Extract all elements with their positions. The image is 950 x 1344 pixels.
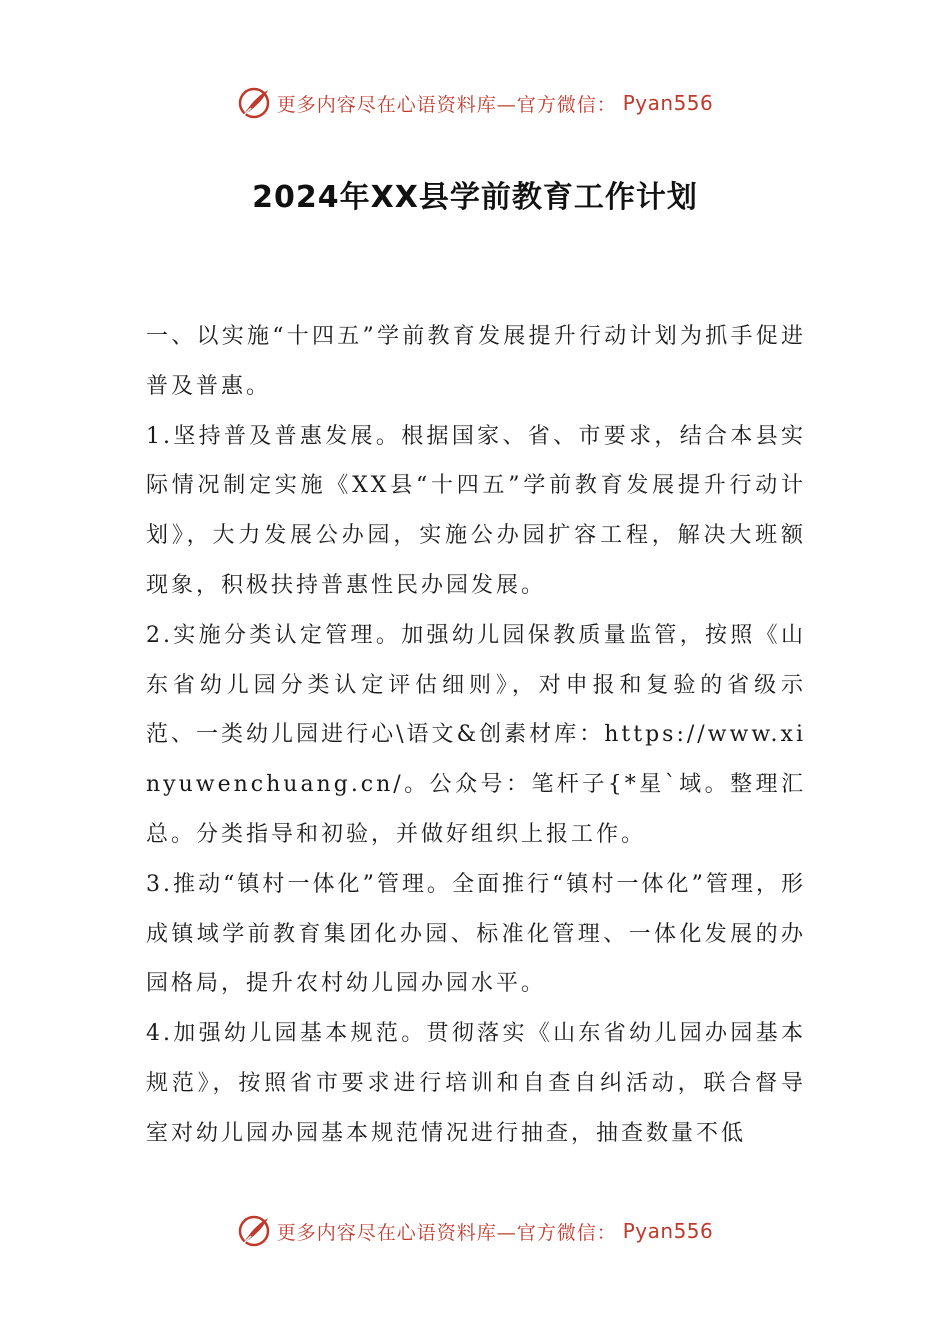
watermark-text: 更多内容尽在心语资料库—官方微信： [276,93,617,116]
watermark-account: Pyan556 [622,91,714,115]
paragraph-item-2: 2.实施分类认定管理。加强幼儿园保教质量监管，按照《山东省幼儿园分类认定评估细则》，对申报和复验的省级示范、一类幼儿园进行心\语文&创素材库：https://www.xinyuwenchuang.cn/。公众号：笔杆子{*星`域。整理汇总。分类指导和初验，并做好组织上报工作。 [146,622,806,847]
document-body [146,312,806,1159]
quill-pen-logo-icon [237,86,271,120]
document-title: 2024年XX县学前教育工作计划 [252,180,698,215]
quill-pen-logo-icon [237,1214,271,1248]
footer-watermark [0,1211,950,1251]
paragraph-item-3: 3.推动“镇村一体化”管理。全面推行“镇村一体化”管理，形成镇域学前教育集团化办园、标准化管理、一体化发展的办园格局，提升农村幼儿园办园水平。 [146,871,806,997]
paragraph-item-1: 1.坚持普及普惠发展。根据国家、省、市要求，结合本县实际情况制定实施《XX县“十四五”学前教育发展提升行动计划》，大力发展公办园，实施公办园扩容工程，解决大班额现象，积极扶持普惠性民办园发展。 [146,423,806,598]
watermark-text: 更多内容尽在心语资料库—官方微信： [276,1221,617,1244]
paragraph-item-4: 4.加强幼儿园基本规范。贯彻落实《山东省幼儿园办园基本规范》，按照省市要求进行培训和自查自纠活动，联合督导室对幼儿园办园基本规范情况进行抽查，抽查数量不低 [146,1021,806,1146]
header-watermark [0,83,950,123]
watermark-account: Pyan556 [622,1219,714,1243]
section-heading-1: 一、以实施“十四五”学前教育发展提升行动计划为抓手促进普及普惠。 [146,324,806,399]
